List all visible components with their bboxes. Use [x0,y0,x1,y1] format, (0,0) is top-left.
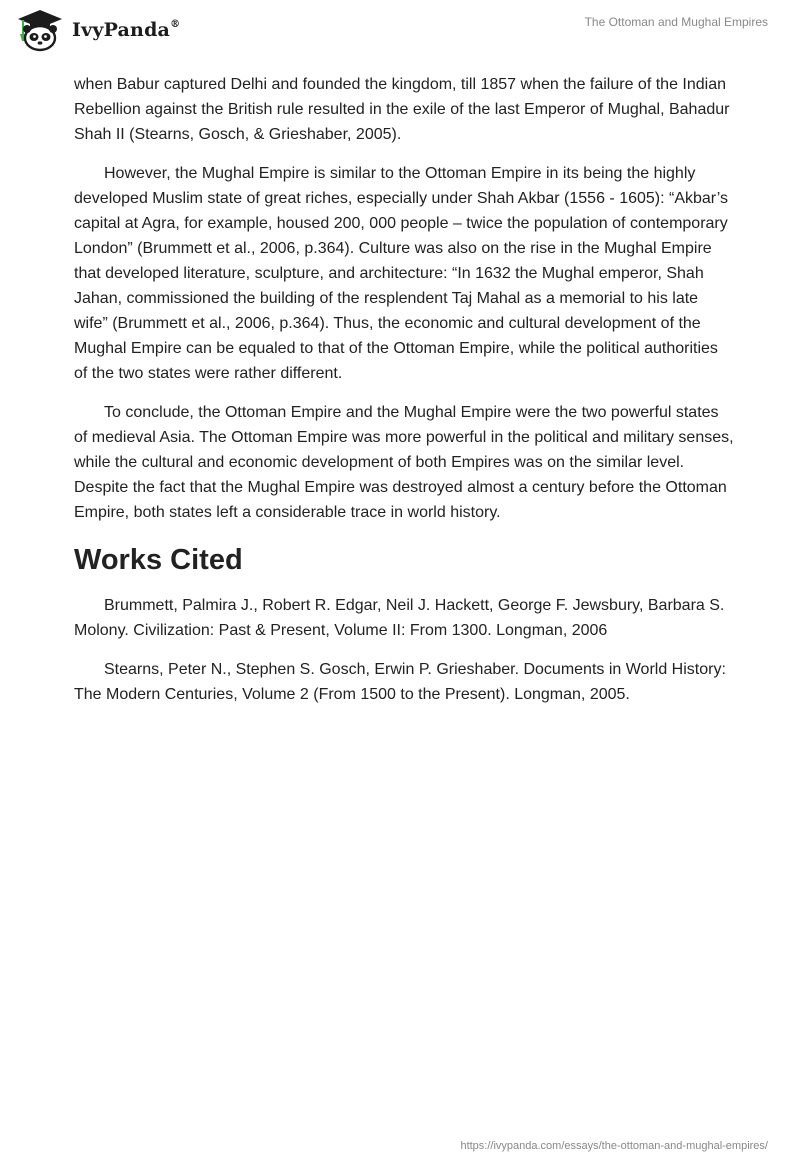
citation-entry: Brummett, Palmira J., Robert R. Edgar, Neil J. Hackett, George F. Jewsbury, Barbara S. Molony. Civilization: Past & Present, Volume II: From 1300. Longman, 2006 [74,597,725,639]
citation-entry: Stearns, Peter N., Stephen S. Gosch, Erwin P. Grieshaber. Documents in World History: The Modern Centuries, Volume 2 (From 1500 to the Present). Longman, 2005. [74,661,726,703]
source-url[interactable]: https://ivypanda.com/essays/the-ottoman-and-mughal-empires/ [460,1140,768,1152]
paragraph-mughal-comparison: However, the Mughal Empire is similar to the Ottoman Empire in its being the highly developed Muslim state of great riches, especially under Shah Akbar (1556 - 1605): “Akbar’s capital at Agra, for example, housed 200, 000 people – twice the population of contemporary London” (Brummett et al., 2006, p.364). Culture was also on the rise in the Mughal Empire that developed literature, sculpture, and architecture: “In 1632 the Mughal emperor, Shah Jahan, commissioned the building of the resplendent Taj Mahal as a memorial to his late wife” (Brummett et al., 2006, p.364). Thus, the economic and cultural development of the Mughal Empire can be equaled to that of the Ottoman Empire, while the political authorities of the two states were rather different. [74,165,728,382]
document-title: The Ottoman and Mughal Empires [584,15,768,29]
panda-mortarboard-icon [14,8,66,52]
works-cited-heading: Works Cited [74,544,243,576]
brand-name: IvyPanda® [72,18,181,41]
page-header [0,0,800,70]
paragraph-continuation: when Babur captured Delhi and founded the kingdom, till 1857 when the failure of the Indian Rebellion against the British rule resulted in the exile of the last Emperor of Mughal, Bahadur Shah II (Stearns, Gosch, & Grieshaber, 2005). [74,76,730,143]
essay-body [74,72,734,721]
ivypanda-logo[interactable] [14,8,180,52]
paragraph-conclusion: To conclude, the Ottoman Empire and the Mughal Empire were the two powerful states of medieval Asia. The Ottoman Empire was more powerful in the political and military senses, while the cultural and economic development of both Empires was on the similar level. Despite the fact that the Mughal Empire was destroyed almost a century before the Ottoman Empire, both states left a considerable trace in world history. [74,404,734,521]
